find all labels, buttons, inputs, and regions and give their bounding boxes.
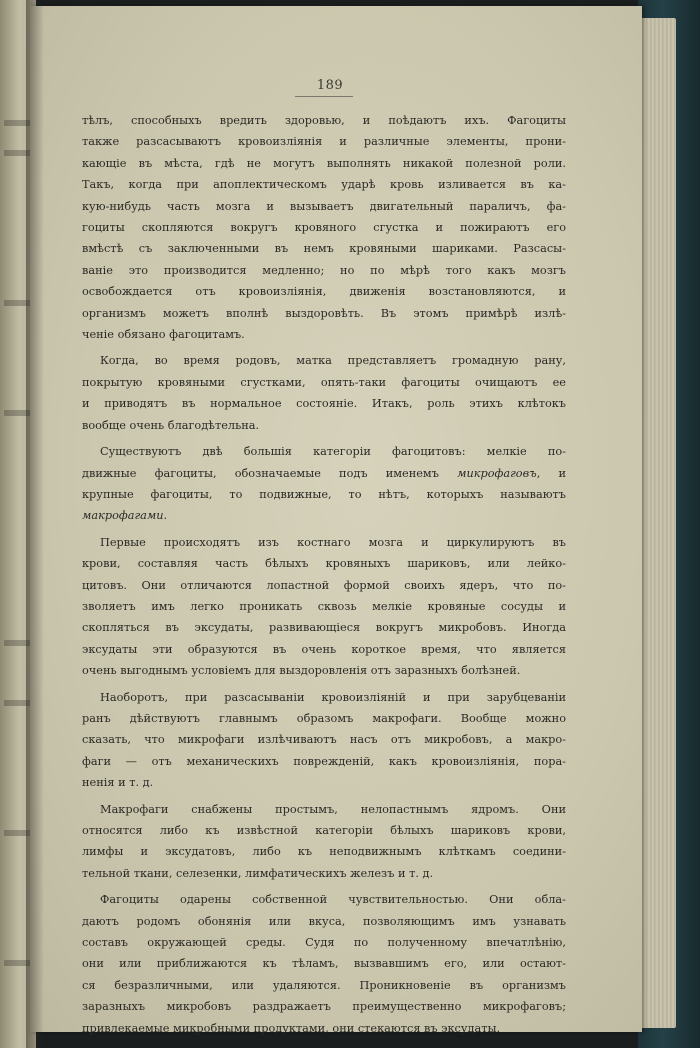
text-line: кую-нибудь часть мозга и вызываетъ двигательный параличъ, фа- (82, 199, 566, 213)
text-line: ся безразличными, или удаляются. Проникновеніе въ организмъ (82, 978, 566, 992)
gutter-shadow (26, 0, 44, 1048)
text-line: относятся либо къ извѣстной категоріи бѣлыхъ шариковъ крови, (82, 824, 566, 837)
text-line: скопляться въ эксудаты, развивающіеся вокругъ микробовъ. Иногда (82, 621, 566, 635)
text-line: ненія и т. д. (82, 776, 154, 790)
text-line: Когда, во время родовъ, матка представляетъ громадную рану, (100, 354, 566, 368)
page-number: 189 (316, 78, 344, 93)
text-line (82, 505, 566, 526)
text-line: Первые происходятъ изъ костнаго мозга и циркулируютъ въ (100, 535, 566, 549)
text-line: вообще очень благодѣтельна. (82, 418, 260, 432)
text-line: вмѣстѣ съ заключенными въ немъ кровяными шариками. Разсасы- (82, 242, 566, 256)
text-line: лимфы и эксудатовъ, либо къ неподвижнымъ клѣткамъ соедини- (82, 845, 566, 859)
text-line: тѣлъ, способныхъ вредить здоровью, и поѣдаютъ ихъ. Фагоциты (82, 114, 566, 127)
text-line: организмъ можетъ вполнѣ выздоровѣть. Въ этомъ примѣрѣ излѣ- (82, 306, 566, 320)
page-number-rule (295, 96, 353, 97)
text-line: также разсасываютъ кровоизліянія и различные элементы, прони- (82, 135, 566, 149)
paragraph (82, 532, 566, 682)
text-line: цитовъ. Они отличаются лопастной формой своихъ ядеръ, что по- (82, 578, 566, 592)
text-line: очень выгоднымъ условіемъ для выздоровленія отъ заразныхъ болѣзней. (82, 664, 521, 678)
text-line: гоциты скопляются вокругъ кровяного сгустка и пожираютъ его (82, 221, 566, 235)
book-page (30, 6, 642, 1035)
italic-term: микрофаговъ (457, 466, 537, 480)
text-line: привлекаемые микробными продуктами, они стекаются въ эксудаты. (82, 1021, 501, 1035)
text-line: ченіе обязано фагоцитамъ. (82, 328, 245, 342)
text-line: ваніе это производится медленно; но по мѣрѣ того какъ мозгъ (82, 263, 566, 277)
text-line: даютъ родомъ обонянія или вкуса, позволяющимъ имъ узнавать (82, 914, 566, 928)
text-line: тельной ткани, селезенки, лимфатическихъ железъ и т. д. (82, 866, 434, 880)
text-line: крови, составляя часть бѣлыхъ кровяныхъ шариковъ, или лейко- (82, 557, 566, 571)
text-line (82, 463, 566, 484)
text-line: заразныхъ микробовъ раздражаетъ преимущественно микрофаговъ; (82, 1000, 566, 1014)
text-line: фаги — отъ механическихъ поврежденій, какъ кровоизліянія, пора- (82, 754, 566, 768)
text-fragment: . (163, 509, 168, 523)
text-line: Наоборотъ, при разсасываніи кровоизліяній и при зарубцеваніи (100, 690, 566, 704)
paragraph (82, 687, 566, 794)
paragraph (82, 799, 566, 885)
text-line: и приводятъ въ нормальное состояніе. Итакъ, роль этихъ клѣтокъ (82, 397, 566, 411)
page-body-text (82, 110, 566, 1039)
text-line: Макрофаги снабжены простымъ, нелопастнымъ ядромъ. Они (100, 802, 566, 816)
text-line: покрытую кровяными сгустками, опять-таки фагоциты очищаютъ ее (82, 375, 566, 389)
paragraph (82, 441, 566, 527)
text-line: сказать, что микрофаги излѣчиваютъ насъ отъ микробовъ, а макро- (82, 733, 566, 747)
text-fragment: движные фагоциты, обозначаемые подъ именемъ (82, 466, 439, 480)
page-stack-edge (636, 18, 676, 1028)
text-line: зволяетъ имъ легко проникать сквозь мелкіе кровяные сосуды и (82, 599, 566, 613)
text-line: Такъ, когда при апоплектическомъ ударѣ кровь изливается въ ка- (82, 178, 566, 192)
text-line: Существуютъ двѣ большія категоріи фагоцитовъ: мелкіе по- (100, 445, 566, 459)
text-line: освобождается отъ кровоизліянія, движенія возстановляются, и (82, 285, 566, 299)
paragraph (82, 350, 566, 436)
paragraph (82, 889, 566, 1039)
text-line: кающіе въ мѣста, гдѣ не могутъ выполнять никакой полезной роли. (82, 156, 566, 170)
text-fragment: , и (536, 466, 566, 480)
italic-term: макрофагами (82, 509, 164, 523)
text-line: Фагоциты одарены собственной чувствительностью. Они обла- (100, 893, 566, 907)
text-line: ранъ дѣйствуютъ главнымъ образомъ макрофаги. Вообще можно (82, 711, 566, 725)
paragraph (82, 110, 566, 345)
text-line: крупные фагоциты, то подвижные, то нѣтъ, которыхъ называютъ (82, 487, 566, 501)
text-line: эксудаты эти образуются въ очень короткое время, что является (82, 642, 566, 656)
text-line: составъ окружающей среды. Судя по полученному впечатлѣнію, (82, 936, 566, 950)
text-line: они или приближаются къ тѣламъ, вызвавшимъ его, или остают- (82, 957, 566, 971)
